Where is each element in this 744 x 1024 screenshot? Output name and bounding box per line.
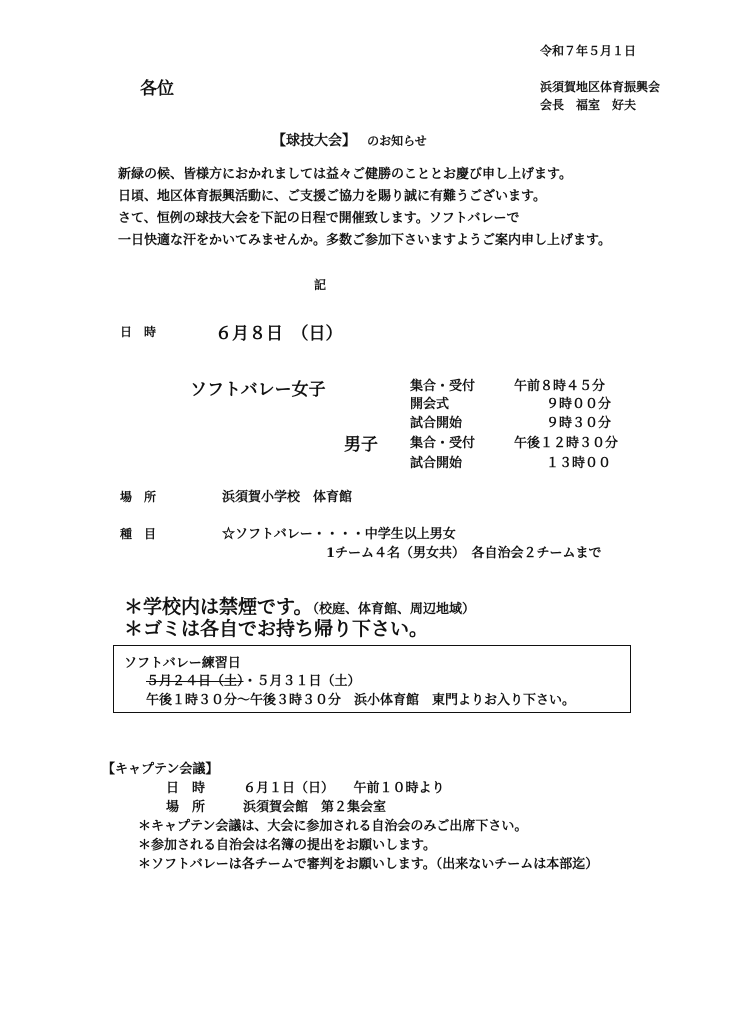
schedule-time: ９時００分: [546, 397, 612, 412]
women-label: ソフトバレー女子: [190, 380, 326, 400]
datetime-label: 日 時: [120, 325, 157, 339]
ki-mark: 記: [314, 278, 327, 292]
captain-place-value: 浜須賀会館 第２集会室: [243, 800, 387, 815]
schedule-time: 午後１２時３０分: [514, 436, 619, 451]
schedule-item: 集合・受付: [410, 379, 476, 394]
captain-note: ＊キャプテン会議は、大会に参加される自治会のみご出席下さい。: [138, 819, 528, 834]
captain-note: ＊ソフトバレーは各チームで審判をお願いします。（出来ないチームは本部迄）: [138, 857, 599, 872]
men-label: 男子: [344, 435, 378, 455]
practice-title: ソフトバレー練習日: [124, 656, 241, 671]
intro-line: 新緑の候、皆様方におかれましては益々ご健勝のこととお慶び申し上げます。: [118, 167, 572, 182]
organization-name: 浜須賀地区体育振興会: [540, 80, 661, 94]
practice-date: ・５月３１日（土）: [243, 674, 361, 689]
schedule-item: 集合・受付: [410, 436, 476, 451]
schedule-time: １３時００: [546, 456, 612, 471]
place-value: 浜須賀小学校 体育館: [222, 490, 353, 505]
document-title: [272, 130, 427, 150]
title-main: 【球技大会】: [272, 133, 356, 149]
practice-detail: 午後１時３０分～午後３時３０分 浜小体育館 東門よりお入り下さい。: [146, 693, 576, 708]
trash-notice: ＊ゴミは各自でお持ち帰り下さい。: [124, 618, 429, 640]
captain-place-label: 場 所: [166, 800, 206, 815]
smoking-notice-main: ＊学校内は禁煙です。: [124, 596, 313, 618]
place-label: 場 所: [120, 490, 157, 504]
event-line: 1チーム４名（男女共） 各自治会２チームまで: [326, 546, 602, 561]
intro-line: 一日快適な汗をかいてみませんか。多数ご参加下さいますようご案内申し上げます。: [118, 233, 611, 248]
document-date: 令和７年５月１日: [540, 44, 637, 58]
practice-dates: [146, 670, 361, 689]
captain-note: ＊参加される自治会は名簿の提出をお願いします。: [138, 838, 436, 853]
captain-datetime-value: ６月１日（日） 午前１０時より: [243, 781, 445, 796]
schedule-time: 午前８時４５分: [514, 379, 606, 394]
schedule-item: 試合開始: [410, 416, 463, 431]
addressee: 各位: [140, 79, 174, 99]
intro-line: さて、恒例の球技大会を下記の日程で開催致します。ソフトバレーで: [118, 211, 520, 226]
schedule-item: 開会式: [410, 397, 450, 412]
title-suffix: のお知らせ: [367, 134, 427, 148]
schedule-time: ９時３０分: [546, 416, 612, 431]
intro-line: 日頃、地区体育振興活動に、ご支援ご協力を賜り誠に有難うございます。: [118, 189, 546, 204]
captain-title: 【キャプテン会議】: [102, 762, 219, 777]
practice-cancelled-date: ５月２４日（土）: [146, 674, 244, 689]
smoking-notice-note: （校庭、体育館、周辺地域）: [312, 602, 475, 617]
schedule-item: 試合開始: [410, 456, 463, 471]
datetime-value: ６月８日 （日）: [215, 324, 343, 344]
chairman-name: 会長 福室 好夫: [540, 98, 637, 112]
captain-datetime-label: 日 時: [166, 781, 206, 796]
event-line: ☆ソフトバレー・・・・中学生以上男女: [222, 527, 456, 542]
event-label: 種 目: [120, 527, 157, 541]
